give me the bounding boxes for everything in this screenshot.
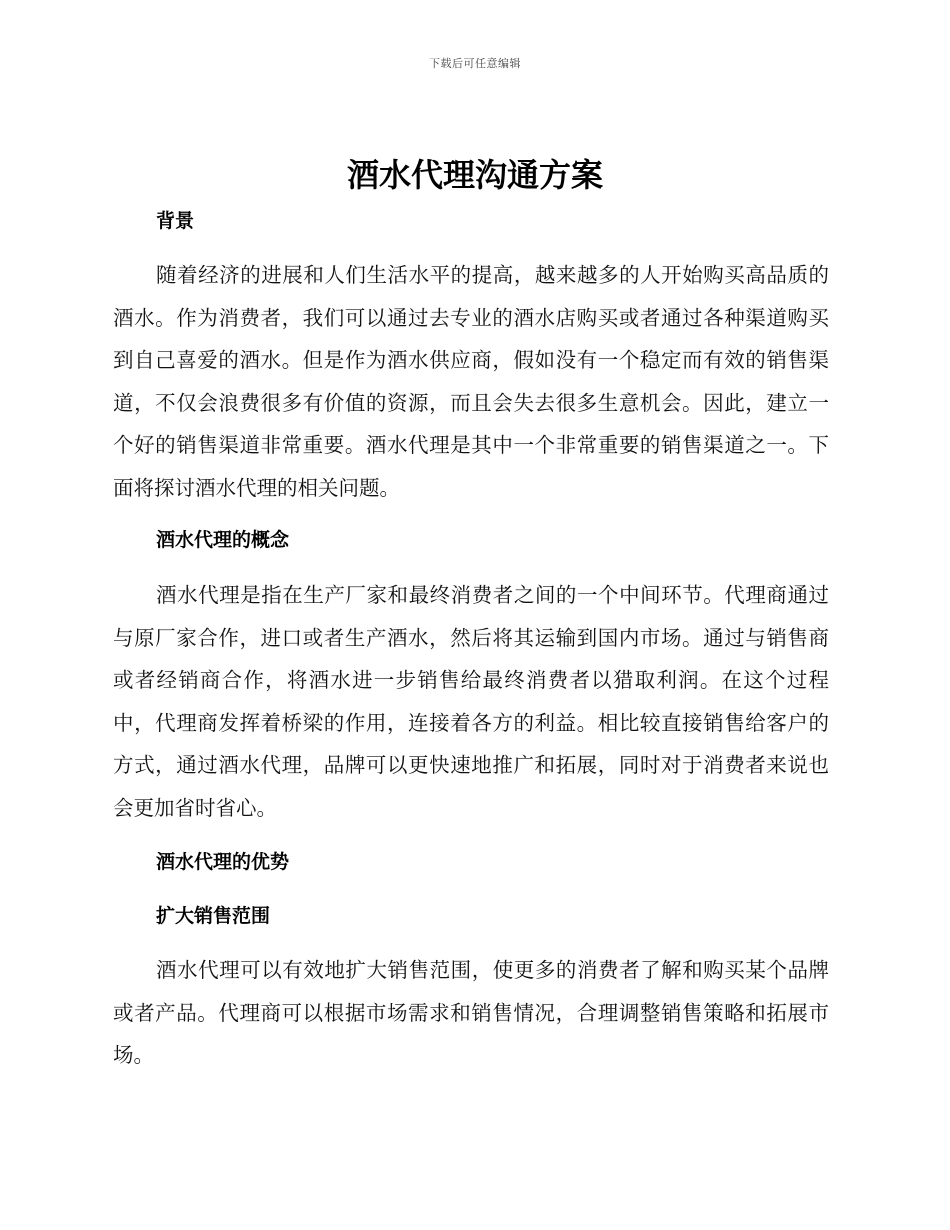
section-paragraph-background: 随着经济的进展和人们生活水平的提高，越来越多的人开始购买高品质的酒水。作为消费者，我们可以通过去专业的酒水店购买或者通过各种渠道购买到自己喜爱的酒水。但是作为酒水供应商，假如没有一个稳定而有效的销售渠道，不仅会浪费很多有价值的资源，而且会失去很多生意机会。因此，建立一个好的销售渠道非常重要。酒水代理是其中一个非常重要的销售渠道之一。下面将探讨酒水代理的相关问题。 (113, 263, 829, 500)
section-paragraph-concept: 酒水代理是指在生产厂家和最终消费者之间的一个中间环节。代理商通过与原厂家合作，进口或者生产酒水，然后将其运输到国内市场。通过与销售商或者经销商合作，将酒水进一步销售给最终消费者以猎取利润。在这个过程中，代理商发挥着桥梁的作用，连接着各方的利益。相比较直接销售给客户的方式，通过酒水代理，品牌可以更快速地推广和拓展，同时对于消费者来说也会更加省时省心。 (113, 583, 829, 820)
section-heading-background: 背景 (156, 210, 195, 232)
section-heading-concept: 酒水代理的概念 (156, 529, 290, 551)
header-note: 下载后可任意编辑 (429, 57, 521, 70)
section-heading-advantages: 酒水代理的优势 (156, 851, 290, 873)
section-heading-expand-sales: 扩大销售范围 (156, 905, 271, 927)
section-paragraph-expand-sales: 酒水代理可以有效地扩大销售范围，使更多的消费者了解和购买某个品牌或者产品。代理商可以根据市场需求和销售情况，合理调整销售策略和拓展市场。 (113, 958, 829, 1067)
document-body (113, 202, 829, 1077)
document-title: 酒水代理沟通方案 (346, 156, 603, 194)
